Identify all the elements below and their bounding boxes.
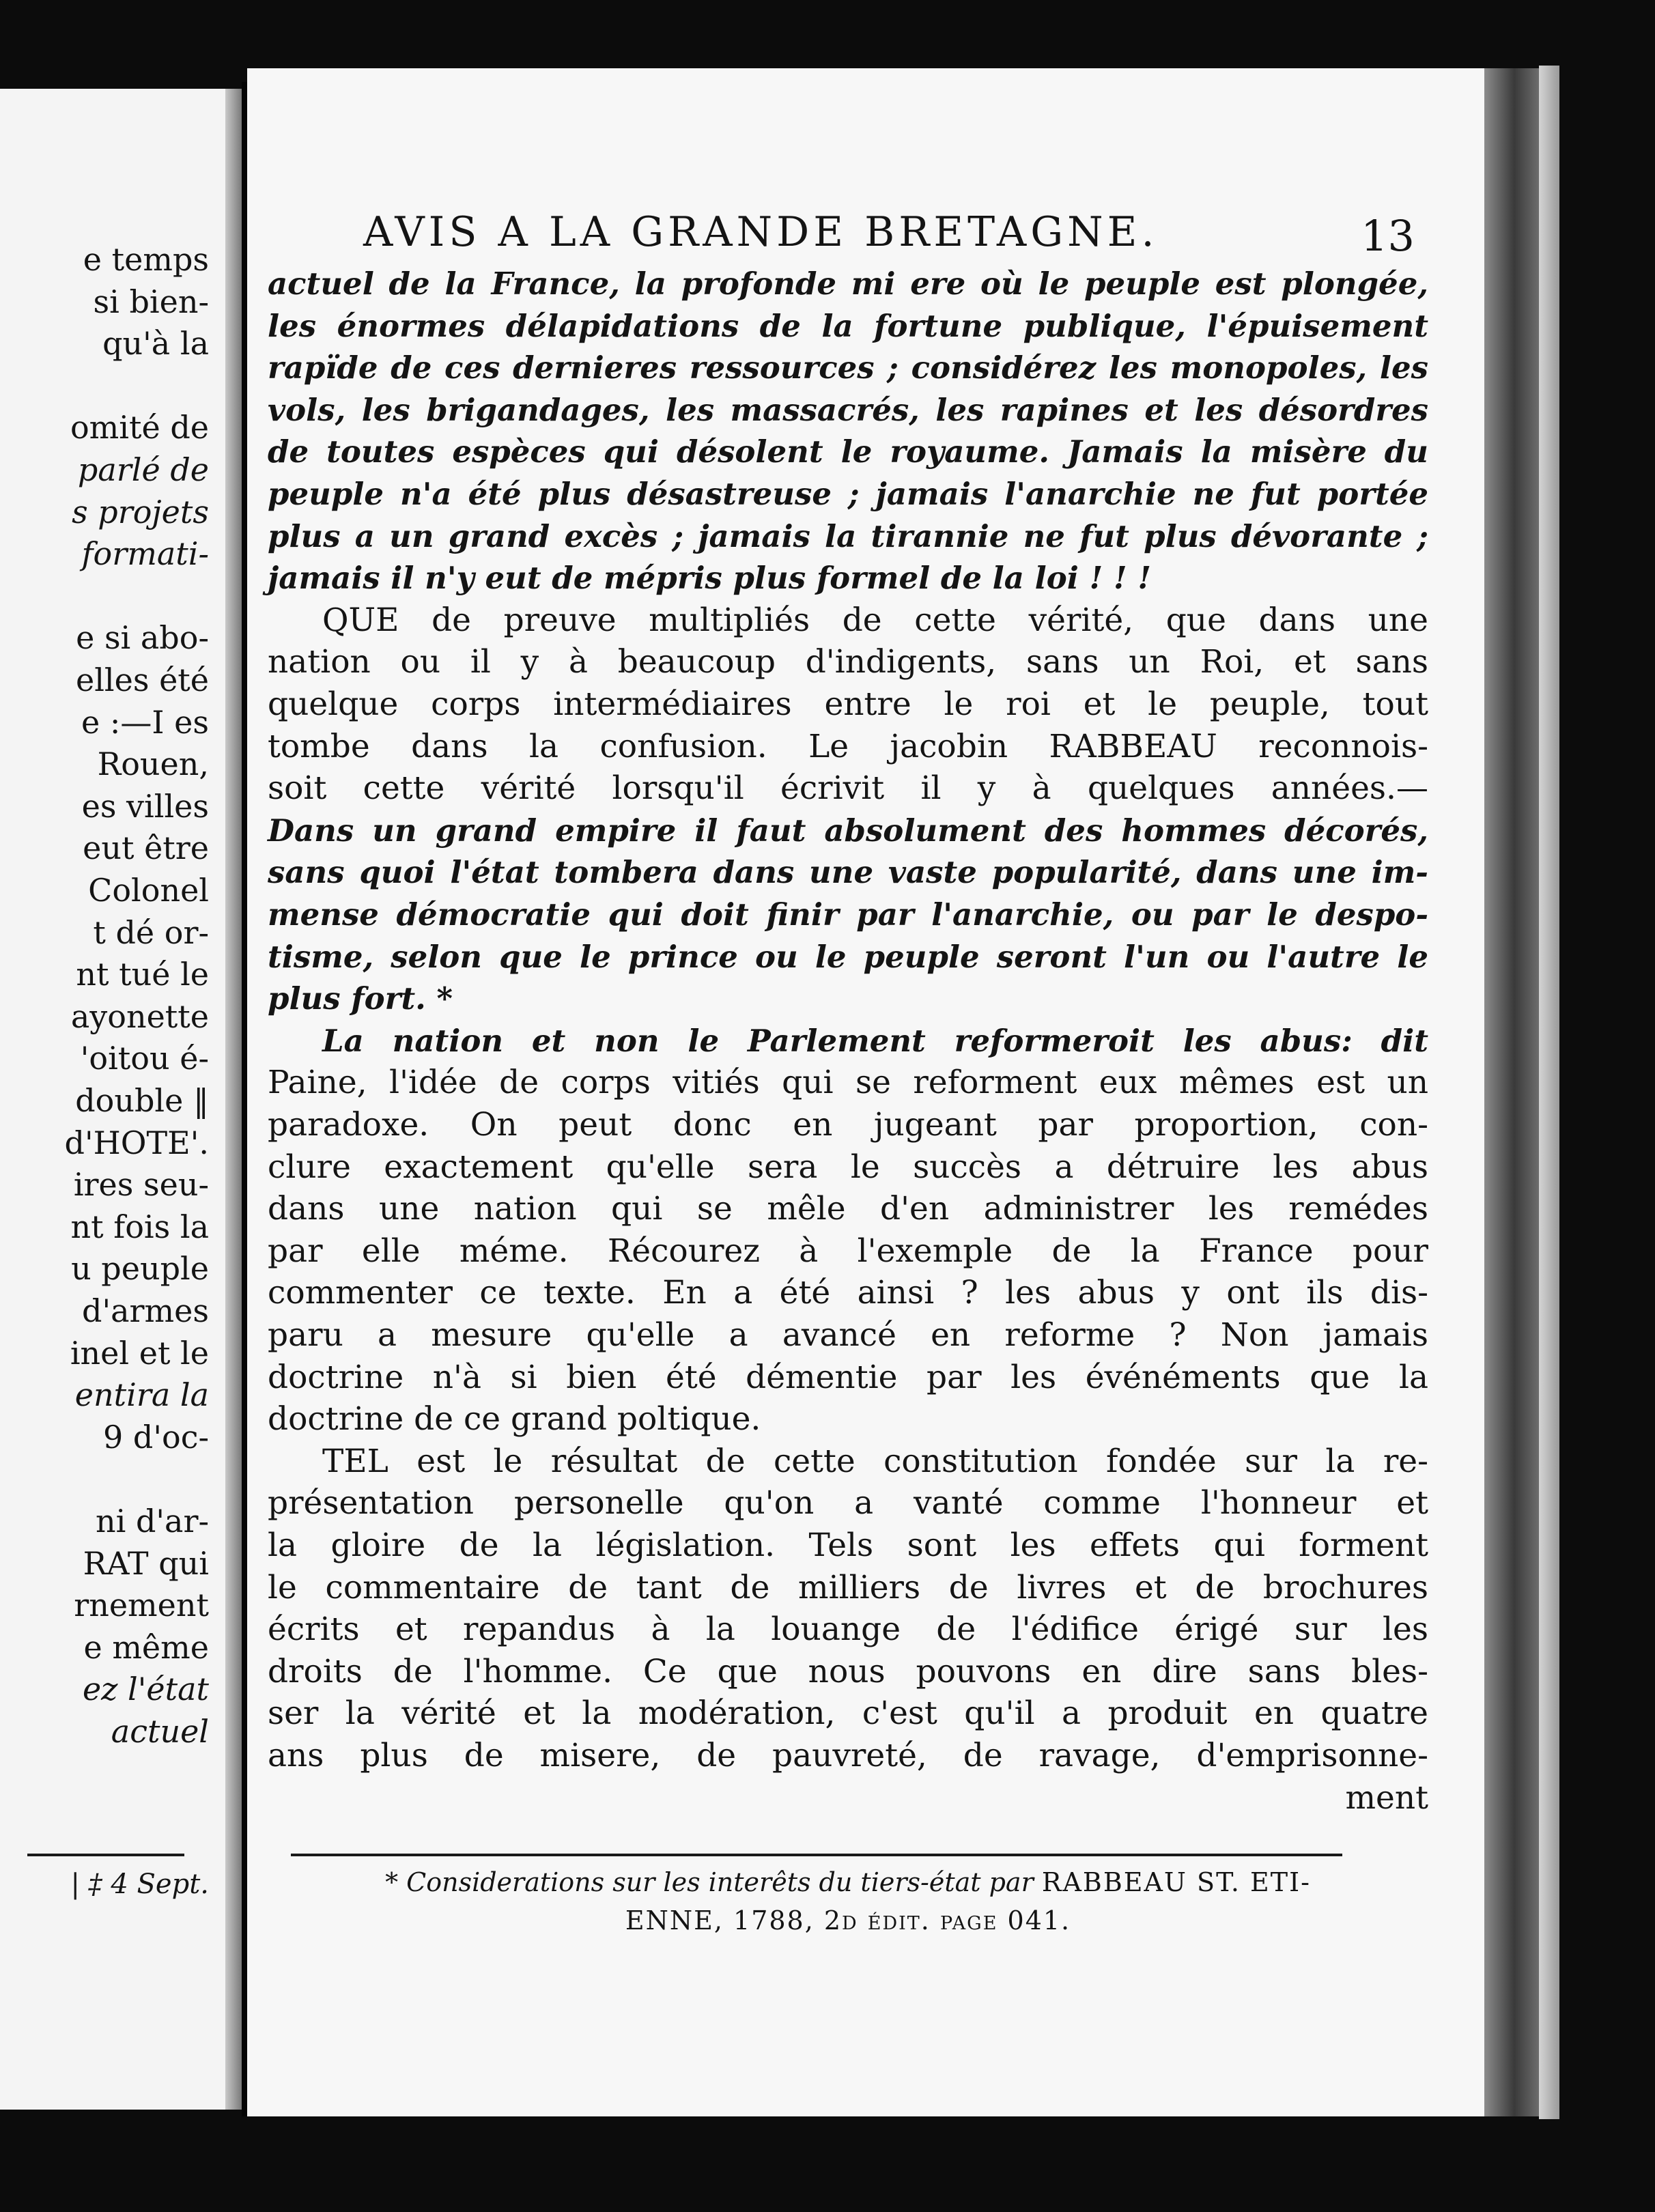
left-page-line: RAT qui — [83, 1544, 209, 1582]
text-line: ser la vérité et la modération, c'est qu'il a produit en quatre — [268, 1695, 1428, 1733]
left-page-line: 9 d'oc- — [103, 1418, 209, 1456]
book-spine — [242, 82, 247, 2116]
page-number: 13 — [1361, 211, 1415, 261]
text-line: Dans un grand empire il faut absolument des hommes décorés, — [268, 812, 1428, 849]
left-page-gutter-shadow — [225, 89, 242, 2110]
text-line: jamais il n'y eut de mépris plus formel de la loi ! ! ! — [268, 560, 1152, 597]
text-line: doctrine de ce grand poltique. — [268, 1400, 761, 1438]
left-page-line: nt tué le — [76, 956, 209, 993]
footnote-author: RABBEAU ST. ETI- — [1041, 1867, 1311, 1897]
left-page-line: eut être — [83, 830, 209, 867]
text-line: sans quoi l'état tombera dans une vaste popularité, dans une im- — [268, 854, 1428, 891]
left-facing-page — [0, 89, 225, 2110]
left-page-line: si bien- — [93, 283, 209, 320]
text-line: dans une nation qui se mêle d'en administrer les remédes — [268, 1190, 1428, 1228]
left-page-line: double ‖ — [75, 1082, 209, 1119]
left-page-line: e même — [83, 1628, 209, 1666]
text-line: rapïde de ces dernieres ressources ; considérez les monopoles, les — [268, 350, 1428, 386]
left-page-line: e :—I es — [81, 703, 209, 741]
text-line: actuel de la France, la profonde mi ere où le peuple est plongée, — [268, 266, 1428, 302]
running-title: AVIS A LA GRANDE BRETAGNE. — [363, 208, 1159, 256]
text-line: ment — [1345, 1778, 1428, 1817]
left-page-line: 'oitou é- — [80, 1040, 209, 1077]
left-page-line: elles été — [75, 662, 209, 698]
left-page-line: e temps — [83, 241, 209, 278]
text-line: quelque corps intermédiaires entre le roi et le peuple, tout — [268, 685, 1428, 723]
left-page-line: Rouen, — [97, 746, 209, 783]
text-line: commenter ce texte. En a été ainsi ? les abus y ont ils dis- — [268, 1274, 1428, 1312]
text-line: paru a mesure qu'elle a avancé en reforme ? Non jamais — [268, 1316, 1428, 1354]
text-line: QUE de preuve multipliés de cette vérité, que dans une — [322, 601, 1428, 639]
footnote-citation: * Considerations sur les interêts du tiers-état par — [385, 1867, 1034, 1897]
text-line: La nation et non le Parlement reformeroit les abus: dit — [322, 1022, 1428, 1059]
left-page-line: u peuple — [71, 1250, 209, 1288]
left-page-line: t dé or- — [93, 913, 209, 951]
left-page-line: ires seu- — [73, 1166, 209, 1204]
text-line: tisme, selon que le prince ou le peuple seront l'un ou l'autre le — [268, 938, 1428, 975]
text-line: nation ou il y à beaucoup d'indigents, sans un Roi, et sans — [268, 643, 1428, 681]
text-line: peuple n'a été plus désastreuse ; jamais l'anarchie ne fut portée — [268, 476, 1428, 512]
footnote-line-2: ENNE, 1788, 2d édit. page 041. — [625, 1905, 1071, 1936]
left-page-line: entira la — [74, 1376, 209, 1414]
left-page-line: nt fois la — [70, 1208, 209, 1245]
text-line: paradoxe. On peut donc en jugeant par proportion, con- — [268, 1106, 1428, 1144]
left-page-line: qu'à la — [102, 325, 209, 363]
left-page-line: d'armes — [82, 1292, 209, 1329]
text-line: soit cette vérité lorsqu'il écrivit il y à quelques années.— — [268, 769, 1428, 808]
text-line: plus fort. * — [268, 980, 453, 1017]
text-line: vols, les brigandages, les massacrés, les rapines et les désordres — [268, 391, 1428, 428]
text-line: de toutes espèces qui désolent le royaume. Jamais la misère du — [268, 434, 1428, 470]
left-page-line: ayonette — [70, 997, 209, 1035]
text-line: écrits et repandus à la louange de l'édifice érigé sur les — [268, 1611, 1428, 1649]
text-line: clure exactement qu'elle sera le succès a détruire les abus — [268, 1148, 1428, 1186]
left-footnote-rule — [27, 1854, 184, 1856]
left-page-line: formati- — [81, 535, 209, 573]
left-page-line: ni d'ar- — [95, 1503, 209, 1540]
left-page-line: actuel — [111, 1713, 209, 1750]
footnote-rule — [291, 1854, 1342, 1856]
page-edge-shadow — [1484, 68, 1539, 2116]
text-line: droits de l'homme. Ce que nous pouvons en dire sans bles- — [268, 1652, 1428, 1690]
text-line: doctrine n'à si bien été démentie par les événéments que la — [268, 1358, 1428, 1396]
left-page-line: Colonel — [88, 872, 209, 909]
text-line: la gloire de la législation. Tels sont les effets qui forment — [268, 1527, 1428, 1564]
running-header — [363, 208, 1415, 263]
left-page-line: ez l'état — [82, 1671, 209, 1708]
text-line: TEL est le résultat de cette constitution fondée sur la re- — [322, 1442, 1428, 1480]
text-line: les énormes délapidations de la fortune publique, l'épuisement — [268, 307, 1428, 344]
left-page-line: e si abo- — [76, 619, 209, 657]
footnote-line-1 — [274, 1864, 1421, 1901]
page-stack-edge — [1539, 66, 1559, 2119]
left-page-line: rnement — [74, 1587, 209, 1624]
text-line: présentation personelle qu'on a vanté comme l'honneur et — [268, 1484, 1428, 1522]
text-line: ans plus de misere, de pauvreté, de ravage, d'emprisonne- — [268, 1737, 1428, 1774]
left-page-line: es villes — [81, 787, 209, 825]
left-page-line: omité de — [70, 409, 209, 446]
text-line: Paine, l'idée de corps vitiés qui se reforment eux mêmes est un — [268, 1064, 1428, 1102]
left-page-line: parlé de — [77, 451, 209, 488]
text-line: par elle méme. Récourez à l'exemple de la France pour — [268, 1232, 1428, 1270]
book-page — [247, 68, 1484, 2116]
left-footnote-fragment: | ‡ 4 Sept. — [70, 1869, 209, 1900]
text-line: mense démocratie qui doit finir par l'anarchie, ou par le despo- — [268, 896, 1428, 933]
text-line: tombe dans la confusion. Le jacobin RABBEAU reconnois- — [268, 727, 1428, 765]
text-line: le commentaire de tant de milliers de livres et de brochures — [268, 1568, 1428, 1606]
left-page-line: inel et le — [70, 1334, 209, 1372]
left-page-line: s projets — [72, 493, 209, 530]
left-page-line: d'HOTE'. — [64, 1124, 209, 1161]
text-line: plus a un grand excès ; jamais la tirannie ne fut plus dévorante ; — [268, 517, 1428, 554]
